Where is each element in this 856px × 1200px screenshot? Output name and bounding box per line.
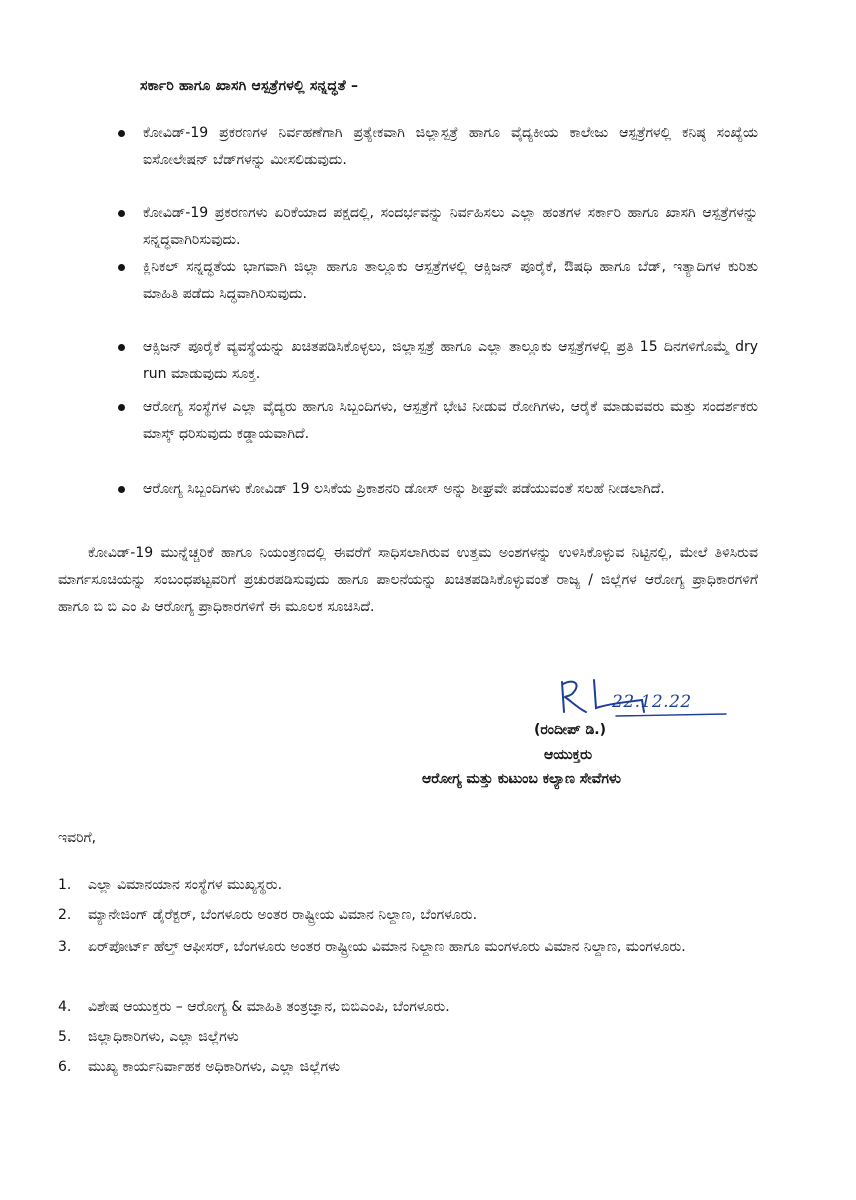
recipient-item xyxy=(58,1024,758,1051)
bullet-item xyxy=(118,200,758,254)
signature-date: 22.12.22 xyxy=(612,692,692,712)
recipients-heading: ಇವರಿಗೆ, xyxy=(58,830,97,846)
recipient-item xyxy=(58,994,758,1021)
bullet-dot-icon xyxy=(118,486,125,493)
recipient-text: ವಿಶೇಷ ಆಯುಕ್ತರು – ಆರೋಗ್ಯ & ಮಾಹಿತಿ ತಂತ್ರಜ್ಞಾನ, ಬಿಬಿಎಂಪಿ, ಬೆಂಗಳೂರು. xyxy=(88,999,450,1015)
bullet-item xyxy=(118,334,758,388)
recipient-text: ಮುಖ್ಯ ಕಾರ್ಯನಿರ್ವಾಹಕ ಅಧಿಕಾರಿಗಳು, ಎಲ್ಲಾ ಜಿಲ್ಲೆಗಳು xyxy=(88,1059,341,1075)
recipient-text: ಎಲ್ಲಾ ವಿಮಾನಯಾನ ಸಂಸ್ಥೆಗಳ ಮುಖ್ಯಸ್ಥರು. xyxy=(88,877,283,893)
bullet-text: ಕ್ಲಿನಿಕಲ್ ಸನ್ನದ್ಧತೆಯ ಭಾಗವಾಗಿ ಜಿಲ್ಲಾ ಹಾಗೂ ತಾಲ್ಲೂಕು ಆಸ್ಪತ್ರೆಗಳಲ್ಲಿ ಆಕ್ಸಿಜನ್ ಪೂರೈಕೆ, ಔಷಧಿ ಹಾಗೂ ಬೆಡ್, ಇತ್ಯಾದಿಗಳ ಕುರಿತು ಮಾಹಿತಿ ಪಡೆದು ಸಿದ್ಧವಾಗಿರಿಸುವುದು. xyxy=(143,259,758,302)
handwritten-signature xyxy=(556,672,746,720)
bullet-item xyxy=(118,120,758,174)
recipient-item xyxy=(58,902,758,929)
bullet-item xyxy=(118,254,758,308)
recipient-number: 4. xyxy=(58,999,72,1015)
closing-paragraph xyxy=(58,540,758,621)
recipient-number: 2. xyxy=(58,907,72,923)
bullet-dot-icon xyxy=(118,344,125,351)
recipient-text: ಏರ್‌ಪೋರ್ಟ್ ಹೆಲ್ತ್ ಆಫೀಸರ್, ಬೆಂಗಳೂರು ಅಂತರ ರಾಷ್ಟ್ರೀಯ ವಿಮಾನ ನಿಲ್ದಾಣ ಹಾಗೂ ಮಂಗಳೂರು ವಿಮಾನ ನಿಲ್ದಾಣ, ಮಂಗಳೂರು. xyxy=(88,939,686,955)
bullet-text: ಆರೋಗ್ಯ ಸಂಸ್ಥೆಗಳ ಎಲ್ಲಾ ವೈದ್ಯರು ಹಾಗೂ ಸಿಬ್ಬಂದಿಗಳು, ಆಸ್ಪತ್ರೆಗೆ ಭೇಟಿ ನೀಡುವ ರೋಗಿಗಳು, ಆರೈಕೆ ಮಾಡುವವರು ಮತ್ತು ಸಂದರ್ಶಕರು ಮಾಸ್ಕ್ ಧರಿಸುವುದು ಕಡ್ಡಾಯವಾಗಿದೆ. xyxy=(143,399,758,442)
recipient-text: ಮ್ಯಾನೇಜಿಂಗ್ ಡೈರೆಕ್ಟರ್, ಬೆಂಗಳೂರು ಅಂತರ ರಾಷ್ಟ್ರೀಯ ವಿಮಾನ ನಿಲ್ದಾಣ, ಬೆಂಗಳೂರು. xyxy=(88,907,478,923)
recipient-text: ಜಿಲ್ಲಾಧಿಕಾರಿಗಳು, ಎಲ್ಲಾ ಜಿಲ್ಲೆಗಳು xyxy=(88,1029,239,1045)
bullet-text: ಕೋವಿಡ್-19 ಪ್ರಕರಣಗಳು ಏರಿಕೆಯಾದ ಪಕ್ಷದಲ್ಲಿ, ಸಂದರ್ಭವನ್ನು ನಿರ್ವಹಿಸಲು ಎಲ್ಲಾ ಹಂತಗಳ ಸರ್ಕಾರಿ ಹಾಗೂ ಖಾಸಗಿ ಆಸ್ಪತ್ರೆಗಳನ್ನು ಸನ್ನದ್ಧವಾಗಿರಿಸುವುದು. xyxy=(143,205,758,248)
recipient-item xyxy=(58,872,758,899)
bullet-dot-icon xyxy=(118,130,125,137)
recipient-number: 3. xyxy=(58,939,72,955)
closing-paragraph-text: ಕೋವಿಡ್-19 ಮುನ್ನೆಚ್ಚರಿಕೆ ಹಾಗೂ ನಿಯಂತ್ರಣದಲ್ಲಿ ಈವರೆಗೆ ಸಾಧಿಸಲಾಗಿರುವ ಉತ್ತಮ ಅಂಶಗಳನ್ನು ಉಳಿಸಿಕೊಳ್ಳುವ ನಿಟ್ಟಿನಲ್ಲಿ, ಮೇಲೆ ತಿಳಿಸಿರುವ ಮಾರ್ಗಸೂಚಿಯನ್ನು ಸಂಬಂಧಪಟ್ಟವರಿಗೆ ಪ್ರಚುರಪಡಿಸುವುದು ಹಾಗೂ ಪಾಲನೆಯನ್ನು ಖಚಿತಪಡಿಸಿಕೊಳ್ಳುವಂತೆ ರಾಜ್ಯ / ಜಿಲ್ಲೆಗಳ ಆರೋಗ್ಯ ಪ್ರಾಧಿಕಾರಗಳಿಗೆ ಹಾಗೂ ಬಿ ಬಿ ಎಂ ಪಿ ಆರೋಗ್ಯ ಪ್ರಾಧಿಕಾರಗಳಿಗೆ ಈ ಮೂಲಕ ಸೂಚಿಸಿದೆ. xyxy=(58,545,758,615)
bullet-text: ಆರೋಗ್ಯ ಸಿಬ್ಬಂದಿಗಳು ಕೋವಿಡ್ 19 ಲಸಿಕೆಯ ಪ್ರಿಕಾಶನರಿ ಡೋಸ್ ಅನ್ನು ಶೀಘ್ರವೇ ಪಡೆಯುವಂತೆ ಸಲಹೆ ನೀಡಲಾಗಿದೆ. xyxy=(143,481,665,497)
bullet-item xyxy=(118,394,758,448)
bullet-dot-icon xyxy=(118,404,125,411)
bullet-text: ಆಕ್ಸಿಜನ್ ಪೂರೈಕೆ ವ್ಯವಸ್ಥೆಯನ್ನು ಖಚಿತಪಡಿಸಿಕೊಳ್ಳಲು, ಜಿಲ್ಲಾಸ್ಪತ್ರೆ ಹಾಗೂ ಎಲ್ಲಾ ತಾಲ್ಲೂಕು ಆಸ್ಪತ್ರೆಗಳಲ್ಲಿ ಪ್ರತಿ 15 ದಿನಗಳಿಗೊಮ್ಮೆ dry run ಮಾಡುವುದು ಸೂಕ್ತ. xyxy=(143,339,758,382)
bullet-text: ಕೋವಿಡ್-19 ಪ್ರಕರಣಗಳ ನಿರ್ವಹಣೆಗಾಗಿ ಪ್ರತ್ಯೇಕವಾಗಿ ಜಿಲ್ಲಾಸ್ಪತ್ರೆ ಹಾಗೂ ವೈದ್ಯಕೀಯ ಕಾಲೇಜು ಆಸ್ಪತ್ರೆಗಳಲ್ಲಿ ಕನಿಷ್ಠ ಸಂಖ್ಯೆಯ ಐಸೋಲೇಷನ್ ಬೆಡ್‌ಗಳನ್ನು ಮೀಸಲಿಡುವುದು. xyxy=(143,125,758,168)
bullet-dot-icon xyxy=(118,264,125,271)
signatory-title: ಆಯುಕ್ತರು xyxy=(544,747,593,763)
recipient-number: 5. xyxy=(58,1029,72,1045)
signatory-name: (ರಂದೀಪ್ ಡಿ.) xyxy=(534,722,607,738)
signatory-department: ಆರೋಗ್ಯ ಮತ್ತು ಕುಟುಂಬ ಕಲ್ಯಾಣ ಸೇವೆಗಳು xyxy=(422,771,621,787)
recipient-number: 6. xyxy=(58,1059,72,1075)
bullet-dot-icon xyxy=(118,210,125,217)
recipient-number: 1. xyxy=(58,877,72,893)
section-heading: ಸರ್ಕಾರಿ ಹಾಗೂ ಖಾಸಗಿ ಆಸ್ಪತ್ರೆಗಳಲ್ಲಿ ಸನ್ನದ್ಧತೆ – xyxy=(140,78,359,94)
recipient-item xyxy=(58,934,758,961)
recipient-item xyxy=(58,1054,758,1081)
bullet-item xyxy=(118,476,758,503)
